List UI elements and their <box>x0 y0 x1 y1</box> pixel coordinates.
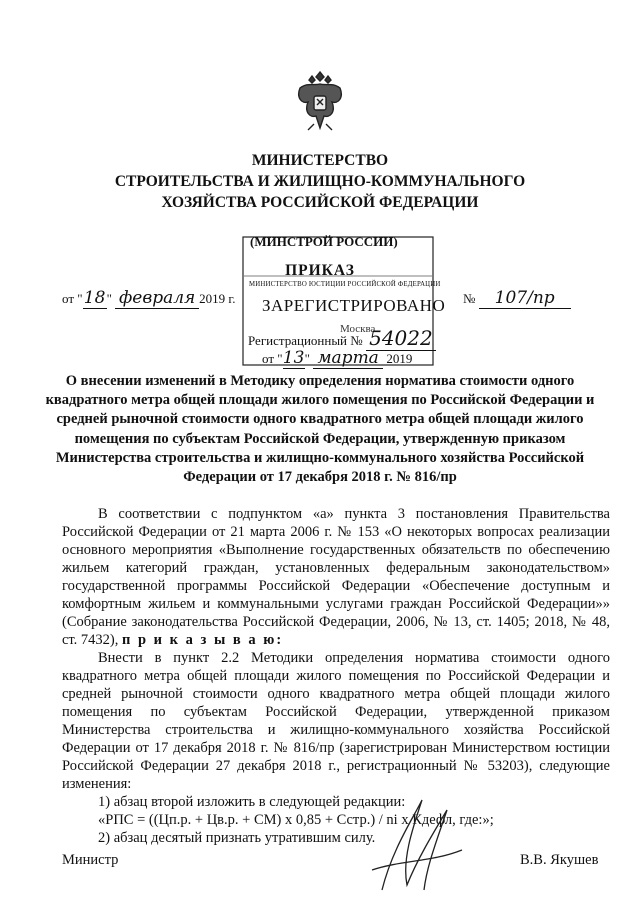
stamp-date-quote: " <box>304 351 310 366</box>
ministry-line-1: МИНИСТЕРСТВО <box>251 152 389 169</box>
order-number-prefix: № <box>463 291 476 306</box>
order-date-prefix: от " <box>62 291 83 306</box>
stamp-date-line <box>262 348 412 369</box>
order-date-day: 18 <box>83 288 106 308</box>
preamble-text: В соответствии с подпунктом «а» пункта 3 постановления Правительства Российской Федерации от 21 марта 2006 г. № 153 «О некоторых вопросах реализации основного мероприятия «Выполнение государственных обязательств по обеспечению жильем категорий граждан, установленных федеральным законодательством» государственной программы Российской Федерации «Обеспечение доступным и комфортным жильем и коммунальными услугами граждан Российской Федерации»» (Собрание законодательства Российской Федерации, 2006, № 13, ст. 1405; 2018, № 48, ст. 7432), <box>62 506 610 648</box>
ministry-name <box>0 150 640 213</box>
handwritten-signature <box>352 790 472 900</box>
document-title: О внесении изменений в Методику определения норматива стоимости одного квадратного метра общей площади жилого помещения по Российской Федерации и средней рыночной стоимости одного квадратного метра общей площади жилого помещения по субъектам Российской Федерации, утвержденную приказом Министерства строительства и жилищно-коммунального хозяйства Российской Федерации от 17 декабря 2018 г. № 816/пр <box>45 373 595 486</box>
order-date <box>62 288 262 308</box>
order-date-year: 2019 г. <box>199 291 236 306</box>
paragraph-preamble <box>62 505 610 649</box>
stamp-city: Москва <box>340 323 376 335</box>
order-word: п р и к а з ы в а ю: <box>122 632 284 648</box>
order-number-value: 107/пр <box>479 288 571 309</box>
signatory-position: Министр <box>62 852 119 868</box>
stamp-date-month: марта <box>313 348 383 369</box>
document-body <box>62 505 610 847</box>
stamp-registered: ЗАРЕГИСТРИРОВАНО <box>262 296 446 315</box>
stamp-reg-number: 54022 <box>366 326 436 351</box>
list-item-2: 2) абзац десятый признать утратившим силу. <box>98 830 376 846</box>
stamp-date-prefix: от " <box>262 351 283 366</box>
order-number <box>463 288 583 308</box>
list-item-1: 1) абзац второй изложить в следующей редакции: <box>98 794 406 810</box>
ministry-short-name: (МИНСТРОЙ РОССИИ) <box>250 234 398 249</box>
paragraph-amendment: Внести в пункт 2.2 Методики определения норматива стоимости одного квадратного метра общей площади жилого помещения по Российской Федерации и средней рыночной стоимости одного квадратного метра общей площади жилого помещения по субъектам Российской Федерации, утвержденной приказом Министерства строительства и жилищно-коммунального хозяйства Российской Федерации от 17 декабря 2018 г. № 816/пр (зарегистрирован Министерством юстиции Российской Федерации 27 декабря 2018 г., регистрационный № 53203), следующие изменения: <box>62 650 610 792</box>
formula: «РПС = ((Цп.р. + Цв.р. + СМ) x 0,85 + Сстр.) / ni x Кдефл, где:»; <box>98 812 494 828</box>
ministry-line-3: ХОЗЯЙСТВА РОССИЙСКОЙ ФЕДЕРАЦИИ <box>161 194 479 211</box>
stamp-ministry-justice: МИНИСТЕРСТВО ЮСТИЦИИ РОССИЙСКОЙ ФЕДЕРАЦИИ <box>249 281 441 288</box>
stamp-date-day: 13 <box>282 348 305 368</box>
stamp-reg-label: Регистрационный № <box>248 333 363 348</box>
ministry-line-2: СТРОИТЕЛЬСТВА И ЖИЛИЩНО-КОММУНАЛЬНОГО <box>114 173 526 190</box>
order-date-month: февраля <box>115 288 199 309</box>
coat-of-arms-icon <box>290 68 350 136</box>
order-date-quote: " <box>106 291 112 306</box>
signatory-name: В.В. Якушев <box>520 852 599 868</box>
stamp-date-year: 2019 <box>386 351 413 366</box>
document-type: ПРИКАЗ <box>285 262 355 279</box>
